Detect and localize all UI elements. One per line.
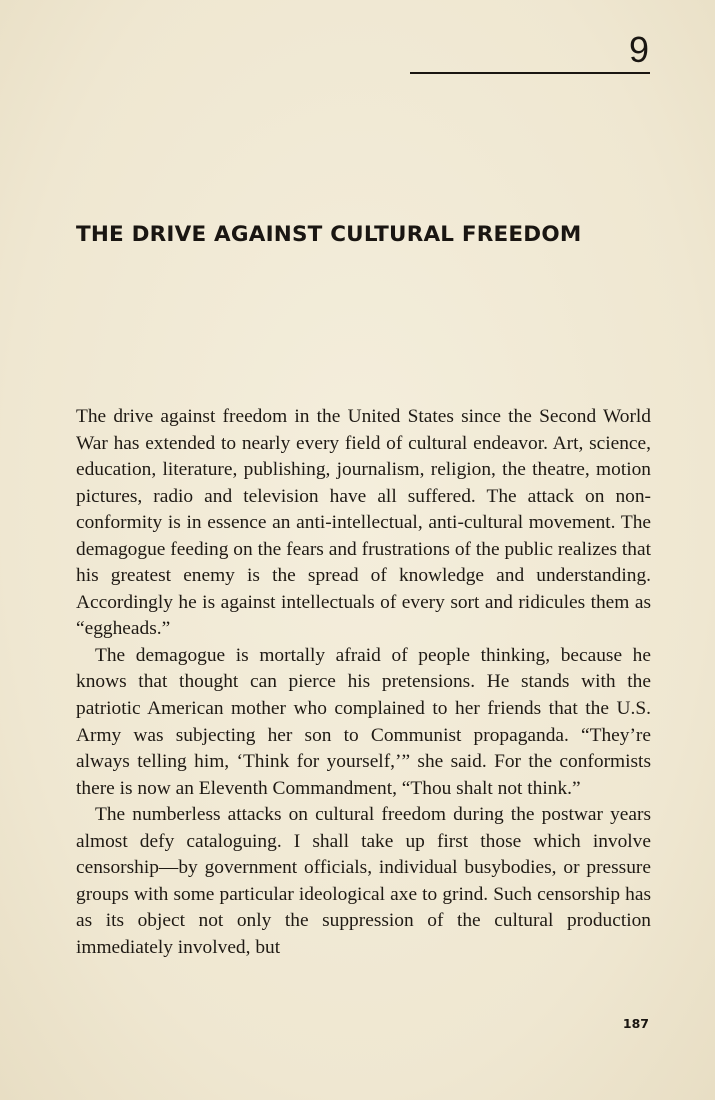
body-text (76, 404, 651, 961)
paragraph-3: The numberless attacks on cultural freedom during the postwar years almost defy cataloguing. I shall take up first those which involve censorship—by government officials, individual busybodies, or pressure groups with some particular ideological axe to grind. Such censorship has as its object not only the suppression of the cultural production immediately involved, but (76, 804, 651, 958)
paragraph-2: The demagogue is mortally afraid of people thinking, because he knows that thought can pierce his pretensions. He stands with the patriotic American mother who complained to her friends that the U.S. Army was subjecting her son to Communist propaganda. “They’re always telling him, ‘Think for yourself,’” she said. For the conformists there is now an Eleventh Commandment, “Thou shalt not think.” (76, 644, 651, 799)
paragraph-1: The drive against freedom in the United States since the Second World War has extended to nearly every field of cultural endeavor. Art, science, education, literature, publishing, journalism, religion, the theatre, motion pictures, radio and television have all suffered. The attack on non-conformity is in essence an anti-intellectual, anti-cultural movement. The demagogue feeding on the fears and frustrations of the public realizes that his greatest enemy is the spread of knowledge and understanding. Accordingly he is against intellectuals of every sort and ridicules them as “eggheads.” (76, 406, 651, 640)
chapter-number: 9 (628, 29, 649, 70)
page-number: 187 (622, 1016, 649, 1031)
chapter-number-rule (410, 72, 650, 74)
chapter-title: THE DRIVE AGAINST CULTURAL FREEDOM (76, 222, 582, 247)
